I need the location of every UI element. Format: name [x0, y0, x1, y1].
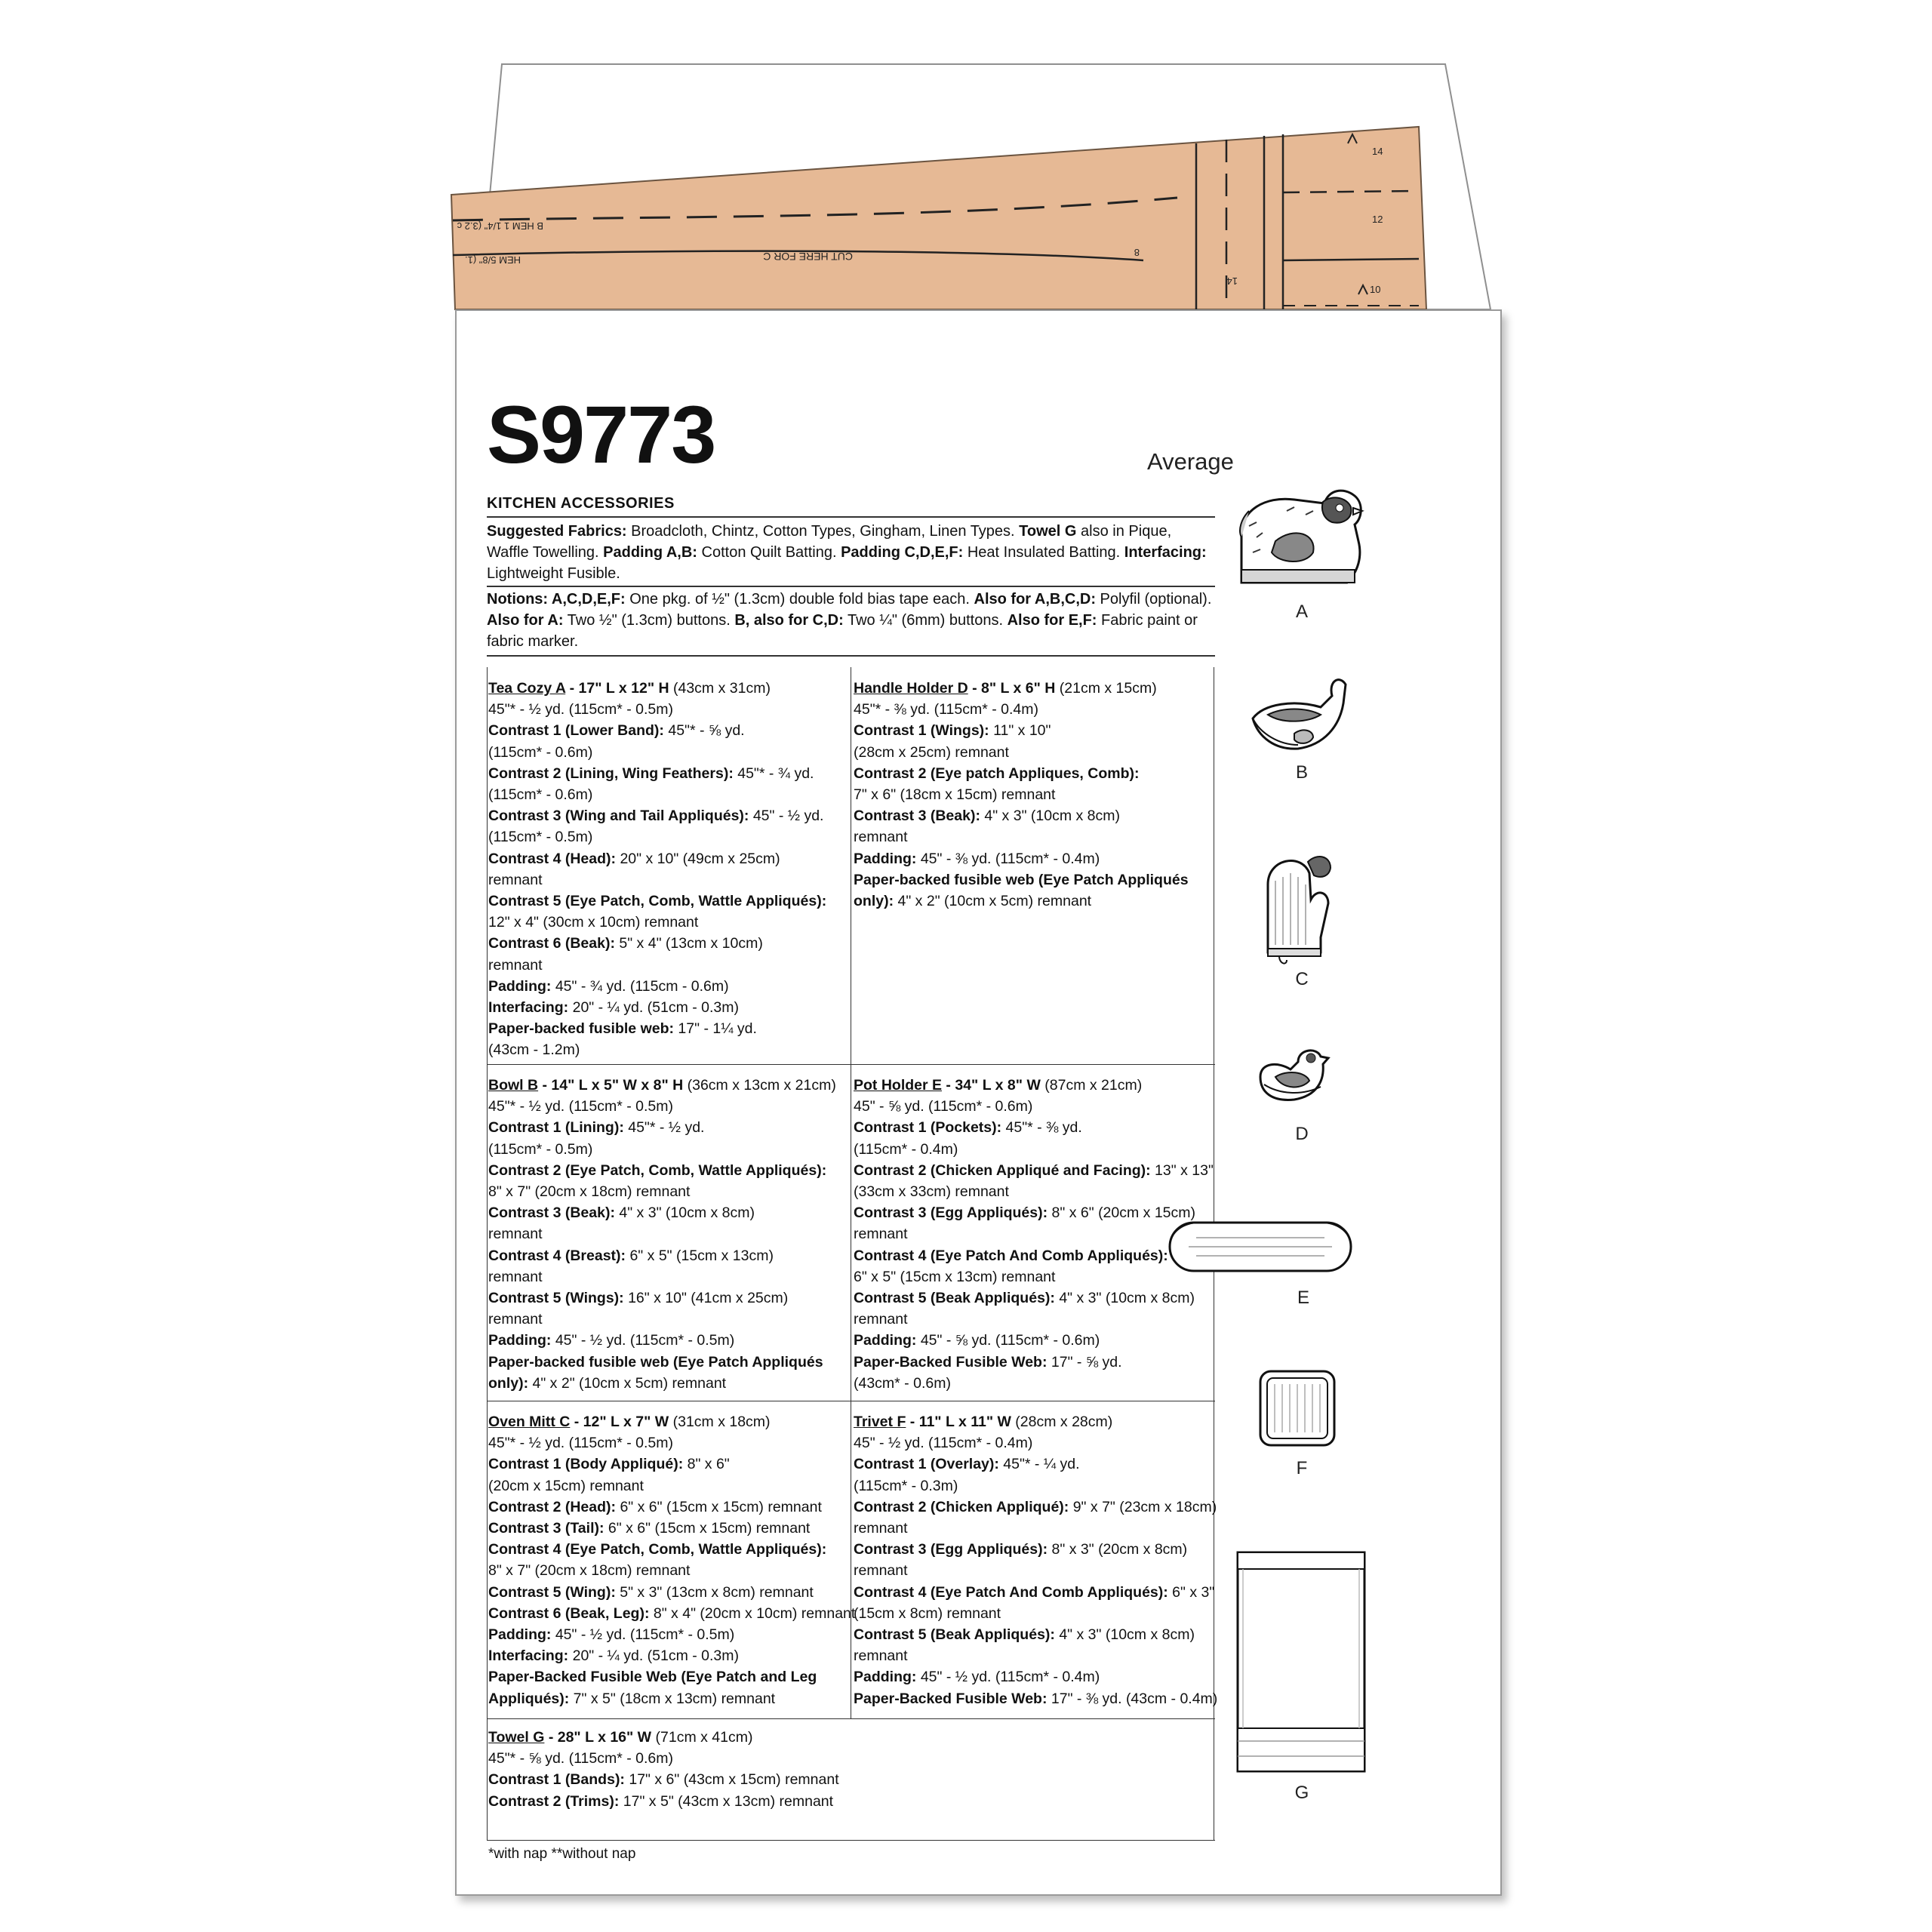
- yardage-line: Padding: 45" - ⅝ yd. (115cm* - 0.6m): [854, 1332, 1100, 1349]
- yardage-line: Contrast 1 (Lower Band): 45"* - ⅝ yd.: [488, 722, 745, 740]
- pattern-number: S9773: [487, 389, 715, 480]
- yardage-line: Contrast 2 (Head): 6" x 6" (15cm x 15cm) remnant: [488, 1498, 822, 1515]
- yardage-line: Padding: 45" - ½ yd. (115cm* - 0.5m): [488, 1332, 735, 1349]
- yardage-line: Contrast 1 (Body Appliqué): 8" x 6": [488, 1456, 730, 1473]
- yardage-oven-mitt-c: [488, 1411, 856, 1709]
- yardage-line: Contrast 4 (Breast): 6" x 5" (15cm x 13cm): [488, 1247, 774, 1264]
- view-label-d: D: [1295, 1124, 1309, 1144]
- yardage-line: Contrast 3 (Tail): 6" x 6" (15cm x 15cm) remnant: [488, 1520, 811, 1537]
- yardage-line: Contrast 2 (Chicken Appliqué): 9" x 7" (23cm x 18cm): [854, 1498, 1217, 1515]
- suggested-fabrics: Suggested Fabrics: Broadcloth, Chintz, Cotton Types, Gingham, Linen Types. Towel G also in Pique, Waffle Towelling. Padding A,B: Cotton Quilt Batting. Padding C,D,E,F: Heat Insulated Batting. Interfacing: Lightweight Fusible.: [487, 523, 1207, 582]
- view-label-e: E: [1297, 1287, 1309, 1308]
- yardage-line: Contrast 3 (Wing and Tail Appliqués): 45" - ½ yd.: [488, 808, 824, 825]
- yardage-line: Contrast 5 (Beak Appliqués): 4" x 3" (10cm x 8cm): [854, 1290, 1195, 1307]
- yardage-line: Contrast 3 (Egg Appliqués): 8" x 6" (20cm x 15cm): [854, 1204, 1196, 1222]
- yardage-line: Contrast 5 (Wings): 16" x 10" (41cm x 25cm): [488, 1290, 789, 1307]
- pattern-marking: 12: [1372, 214, 1383, 225]
- yardage-line: remnant: [854, 1647, 908, 1665]
- yardage-line: Padding: 45" - ¾ yd. (115cm - 0.6m): [488, 977, 729, 995]
- yardage-line: (28cm x 25cm) remnant: [854, 743, 1009, 761]
- yardage-line: 12" x 4" (30cm x 10cm) remnant: [488, 914, 699, 931]
- view-label-b: B: [1295, 762, 1308, 783]
- yardage-line: remnant: [488, 956, 543, 974]
- yardage-bowl-b: [488, 1075, 843, 1394]
- view-heading: Pot Holder E - 34" L x 8" W (87cm x 21cm): [854, 1077, 1143, 1094]
- yardage-line: Interfacing: 20" - ¼ yd. (51cm - 0.3m): [488, 1647, 740, 1665]
- yardage-line: 8" x 7" (20cm x 18cm) remnant: [488, 1562, 691, 1580]
- yardage-line: Contrast 6 (Beak, Leg): 8" x 4" (20cm x 10cm) remnant: [488, 1604, 856, 1622]
- yardage-line: Contrast 6 (Beak): 5" x 4" (13cm x 10cm): [488, 935, 763, 952]
- pattern-marking: 8: [1134, 247, 1140, 258]
- pattern-marking: HEM 5/8" (1.: [465, 254, 521, 266]
- yardage-line: Contrast 3 (Beak): 4" x 3" (10cm x 8cm): [488, 1204, 755, 1222]
- view-a-tea-cozy-illustration: [1234, 481, 1370, 594]
- pattern-marking: B HEM 1 1/4" (3.2 c: [457, 220, 543, 232]
- yardage-line: (115cm* - 0.5m): [488, 1140, 593, 1158]
- yardage-line: remnant: [854, 1520, 908, 1537]
- yardage-line: Contrast 3 (Beak): 4" x 3" (10cm x 8cm): [854, 808, 1121, 825]
- yardage-line: Contrast 4 (Eye Patch And Comb Appliqués): 6" x 3": [854, 1583, 1215, 1601]
- pattern-marking: 14: [1226, 275, 1238, 287]
- yardage-line: Paper-backed fusible web (Eye Patch Appliqués: [488, 1353, 823, 1371]
- yardage-line: Padding: 45" - ⅜ yd. (115cm* - 0.4m): [854, 850, 1100, 867]
- yardage-line: 45" - ⅝ yd. (115cm* - 0.6m): [854, 1098, 1033, 1115]
- pattern-marking: 10: [1370, 284, 1381, 295]
- yardage-line: remnant: [854, 1562, 908, 1580]
- view-f-trivet-illustration: [1257, 1367, 1340, 1451]
- table-divider: [487, 1718, 1215, 1719]
- yardage-line: (33cm x 33cm) remnant: [854, 1183, 1009, 1201]
- yardage-line: Contrast 1 (Wings): 11" x 10": [854, 722, 1051, 740]
- yardage-line: (115cm* - 0.6m): [488, 743, 593, 761]
- yardage-line: remnant: [488, 1226, 543, 1243]
- yardage-line: Contrast 1 (Lining): 45"* - ½ yd.: [488, 1119, 705, 1137]
- yardage-line: only): 4" x 2" (10cm x 5cm) remnant: [488, 1374, 727, 1392]
- category-heading: KITCHEN ACCESSORIES: [487, 495, 675, 512]
- notions: Notions: A,C,D,E,F: One pkg. of ½" (1.3cm) double fold bias tape each. Also for A,B,C,D: Polyfil (optional). Also for A: Two ½" (1.3cm) buttons. B, also for C,D: Two ¼" (6mm) buttons. Also for E,F: Fabric paint or fabric marker.: [487, 591, 1212, 650]
- yardage-line: Padding: 45" - ½ yd. (115cm* - 0.5m): [488, 1626, 735, 1644]
- yardage-line: remnant: [854, 1311, 908, 1328]
- yardage-line: Contrast 5 (Eye Patch, Comb, Wattle Appliqués):: [488, 893, 827, 910]
- yardage-line: Interfacing: 20" - ¼ yd. (51cm - 0.3m): [488, 999, 740, 1017]
- view-label-a: A: [1295, 601, 1308, 622]
- yardage-line: Paper-backed fusible web: 17" - 1¼ yd.: [488, 1020, 757, 1038]
- view-heading: Oven Mitt C - 12" L x 7" W (31cm x 18cm): [488, 1414, 771, 1430]
- yardage-tea-cozy-a: [488, 678, 843, 1061]
- yardage-line: Contrast 1 (Pockets): 45"* - ⅜ yd.: [854, 1119, 1082, 1137]
- yardage-line: (20cm x 15cm) remnant: [488, 1477, 644, 1494]
- divider: [487, 655, 1215, 657]
- view-heading: Trivet F - 11" L x 11" W (28cm x 28cm): [854, 1414, 1113, 1430]
- yardage-trivet-f: [854, 1411, 1218, 1709]
- yardage-line: (43cm* - 0.6m): [854, 1374, 951, 1392]
- yardage-pot-holder-e: [854, 1075, 1214, 1394]
- yardage-line: Appliqués): 7" x 5" (18cm x 13cm) remnant: [488, 1690, 776, 1707]
- yardage-line: remnant: [854, 1226, 908, 1243]
- yardage-line: Contrast 2 (Eye patch Appliques, Comb):: [854, 764, 1140, 782]
- table-border: [487, 1840, 1215, 1841]
- divider: [487, 586, 1215, 587]
- yardage-line: Paper-Backed Fusible Web: 17" - ⅝ yd.: [854, 1353, 1122, 1371]
- yardage-line: 45"* - ½ yd. (115cm* - 0.5m): [488, 1098, 673, 1115]
- yardage-line: Contrast 2 (Lining, Wing Feathers): 45"* - ¾ yd.: [488, 764, 814, 782]
- table-border: [487, 667, 488, 1840]
- yardage-handle-holder-d: [854, 678, 1208, 912]
- yardage-line: 45"* - ⅜ yd. (115cm* - 0.4m): [854, 701, 1038, 718]
- yardage-line: (115cm* - 0.4m): [854, 1140, 958, 1158]
- pattern-marking: 14: [1372, 146, 1383, 157]
- view-label-f: F: [1296, 1458, 1308, 1478]
- yardage-table: [487, 667, 1218, 1840]
- yardage-line: remnant: [488, 1311, 543, 1328]
- yardage-line: (115cm* - 0.5m): [488, 829, 593, 846]
- yardage-line: Contrast 4 (Head): 20" x 10" (49cm x 25cm): [488, 850, 780, 867]
- yardage-line: 8" x 7" (20cm x 18cm) remnant: [488, 1183, 691, 1201]
- view-heading: Bowl B - 14" L x 5" W x 8" H (36cm x 13cm x 21cm): [488, 1077, 836, 1094]
- yardage-line: Contrast 5 (Wing): 5" x 3" (13cm x 8cm) remnant: [488, 1583, 814, 1601]
- view-heading: Handle Holder D - 8" L x 6" H (21cm x 15cm): [854, 680, 1157, 697]
- yardage-line: Paper-Backed Fusible Web: 17" - ⅜ yd. (43cm - 0.4m): [854, 1690, 1218, 1707]
- yardage-line: Paper-backed fusible web (Eye Patch Appliqués: [854, 871, 1189, 888]
- yardage-line: remnant: [488, 1268, 543, 1285]
- view-g-towel-illustration: [1234, 1549, 1370, 1775]
- yardage-line: 6" x 5" (15cm x 13cm) remnant: [854, 1268, 1056, 1285]
- yardage-line: (15cm x 8cm) remnant: [854, 1604, 1001, 1622]
- yardage-line: 45"* - ⅝ yd. (115cm* - 0.6m): [488, 1750, 673, 1767]
- yardage-line: Contrast 4 (Eye Patch And Comb Appliqués):: [854, 1247, 1168, 1264]
- yardage-line: Contrast 2 (Chicken Appliqué and Facing): 13" x 13": [854, 1161, 1214, 1179]
- view-c-oven-mitt-illustration: [1257, 847, 1340, 968]
- view-e-pot-holder-illustration: [1166, 1217, 1355, 1277]
- yardage-line: Contrast 2 (Trims): 17" x 5" (43cm x 13cm) remnant: [488, 1792, 834, 1810]
- yardage-line: (43cm - 1.2m): [488, 1041, 580, 1059]
- yardage-line: (115cm* - 0.6m): [488, 786, 593, 804]
- pattern-envelope: [455, 309, 1502, 1896]
- view-heading: Towel G - 28" L x 16" W (71cm x 41cm): [488, 1729, 753, 1746]
- view-b-bowl-illustration: [1249, 673, 1347, 760]
- yardage-line: Contrast 4 (Eye Patch, Comb, Wattle Appliqués):: [488, 1541, 827, 1558]
- yardage-line: Paper-Backed Fusible Web (Eye Patch and Leg: [488, 1669, 817, 1686]
- divider: [487, 516, 1215, 518]
- yardage-line: 45"* - ½ yd. (115cm* - 0.5m): [488, 1435, 673, 1452]
- yardage-line: Contrast 2 (Eye Patch, Comb, Wattle Appliqués):: [488, 1161, 827, 1179]
- view-label-c: C: [1295, 969, 1309, 989]
- yardage-line: 45"* - ½ yd. (115cm* - 0.5m): [488, 701, 673, 718]
- view-heading: Tea Cozy A - 17" L x 12" H (43cm x 31cm): [488, 680, 771, 697]
- yardage-line: Contrast 3 (Egg Appliqués): 8" x 3" (20cm x 8cm): [854, 1541, 1188, 1558]
- view-d-handle-holder-illustration: [1257, 1043, 1340, 1107]
- pattern-marking: CUT HERE FOR C: [763, 251, 853, 263]
- yardage-line: remnant: [488, 871, 543, 888]
- yardage-line: Contrast 1 (Bands): 17" x 6" (43cm x 15cm) remnant: [488, 1771, 839, 1789]
- difficulty-label: Average: [1147, 448, 1234, 475]
- yardage-line: remnant: [854, 829, 908, 846]
- yardage-line: Contrast 1 (Overlay): 45"* - ¼ yd.: [854, 1456, 1080, 1473]
- footnote: *with nap **without nap: [488, 1846, 636, 1862]
- yardage-line: Contrast 5 (Beak Appliqués): 4" x 3" (10cm x 8cm): [854, 1626, 1195, 1644]
- yardage-line: 45" - ½ yd. (115cm* - 0.4m): [854, 1435, 1033, 1452]
- yardage-line: 7" x 6" (18cm x 15cm) remnant: [854, 786, 1056, 804]
- table-divider: [487, 1064, 1215, 1065]
- yardage-towel-g: [488, 1727, 843, 1812]
- yardage-line: (115cm* - 0.3m): [854, 1477, 958, 1494]
- view-label-g: G: [1294, 1783, 1309, 1803]
- yardage-line: only): 4" x 2" (10cm x 5cm) remnant: [854, 893, 1092, 910]
- yardage-line: Padding: 45" - ½ yd. (115cm* - 0.4m): [854, 1669, 1100, 1686]
